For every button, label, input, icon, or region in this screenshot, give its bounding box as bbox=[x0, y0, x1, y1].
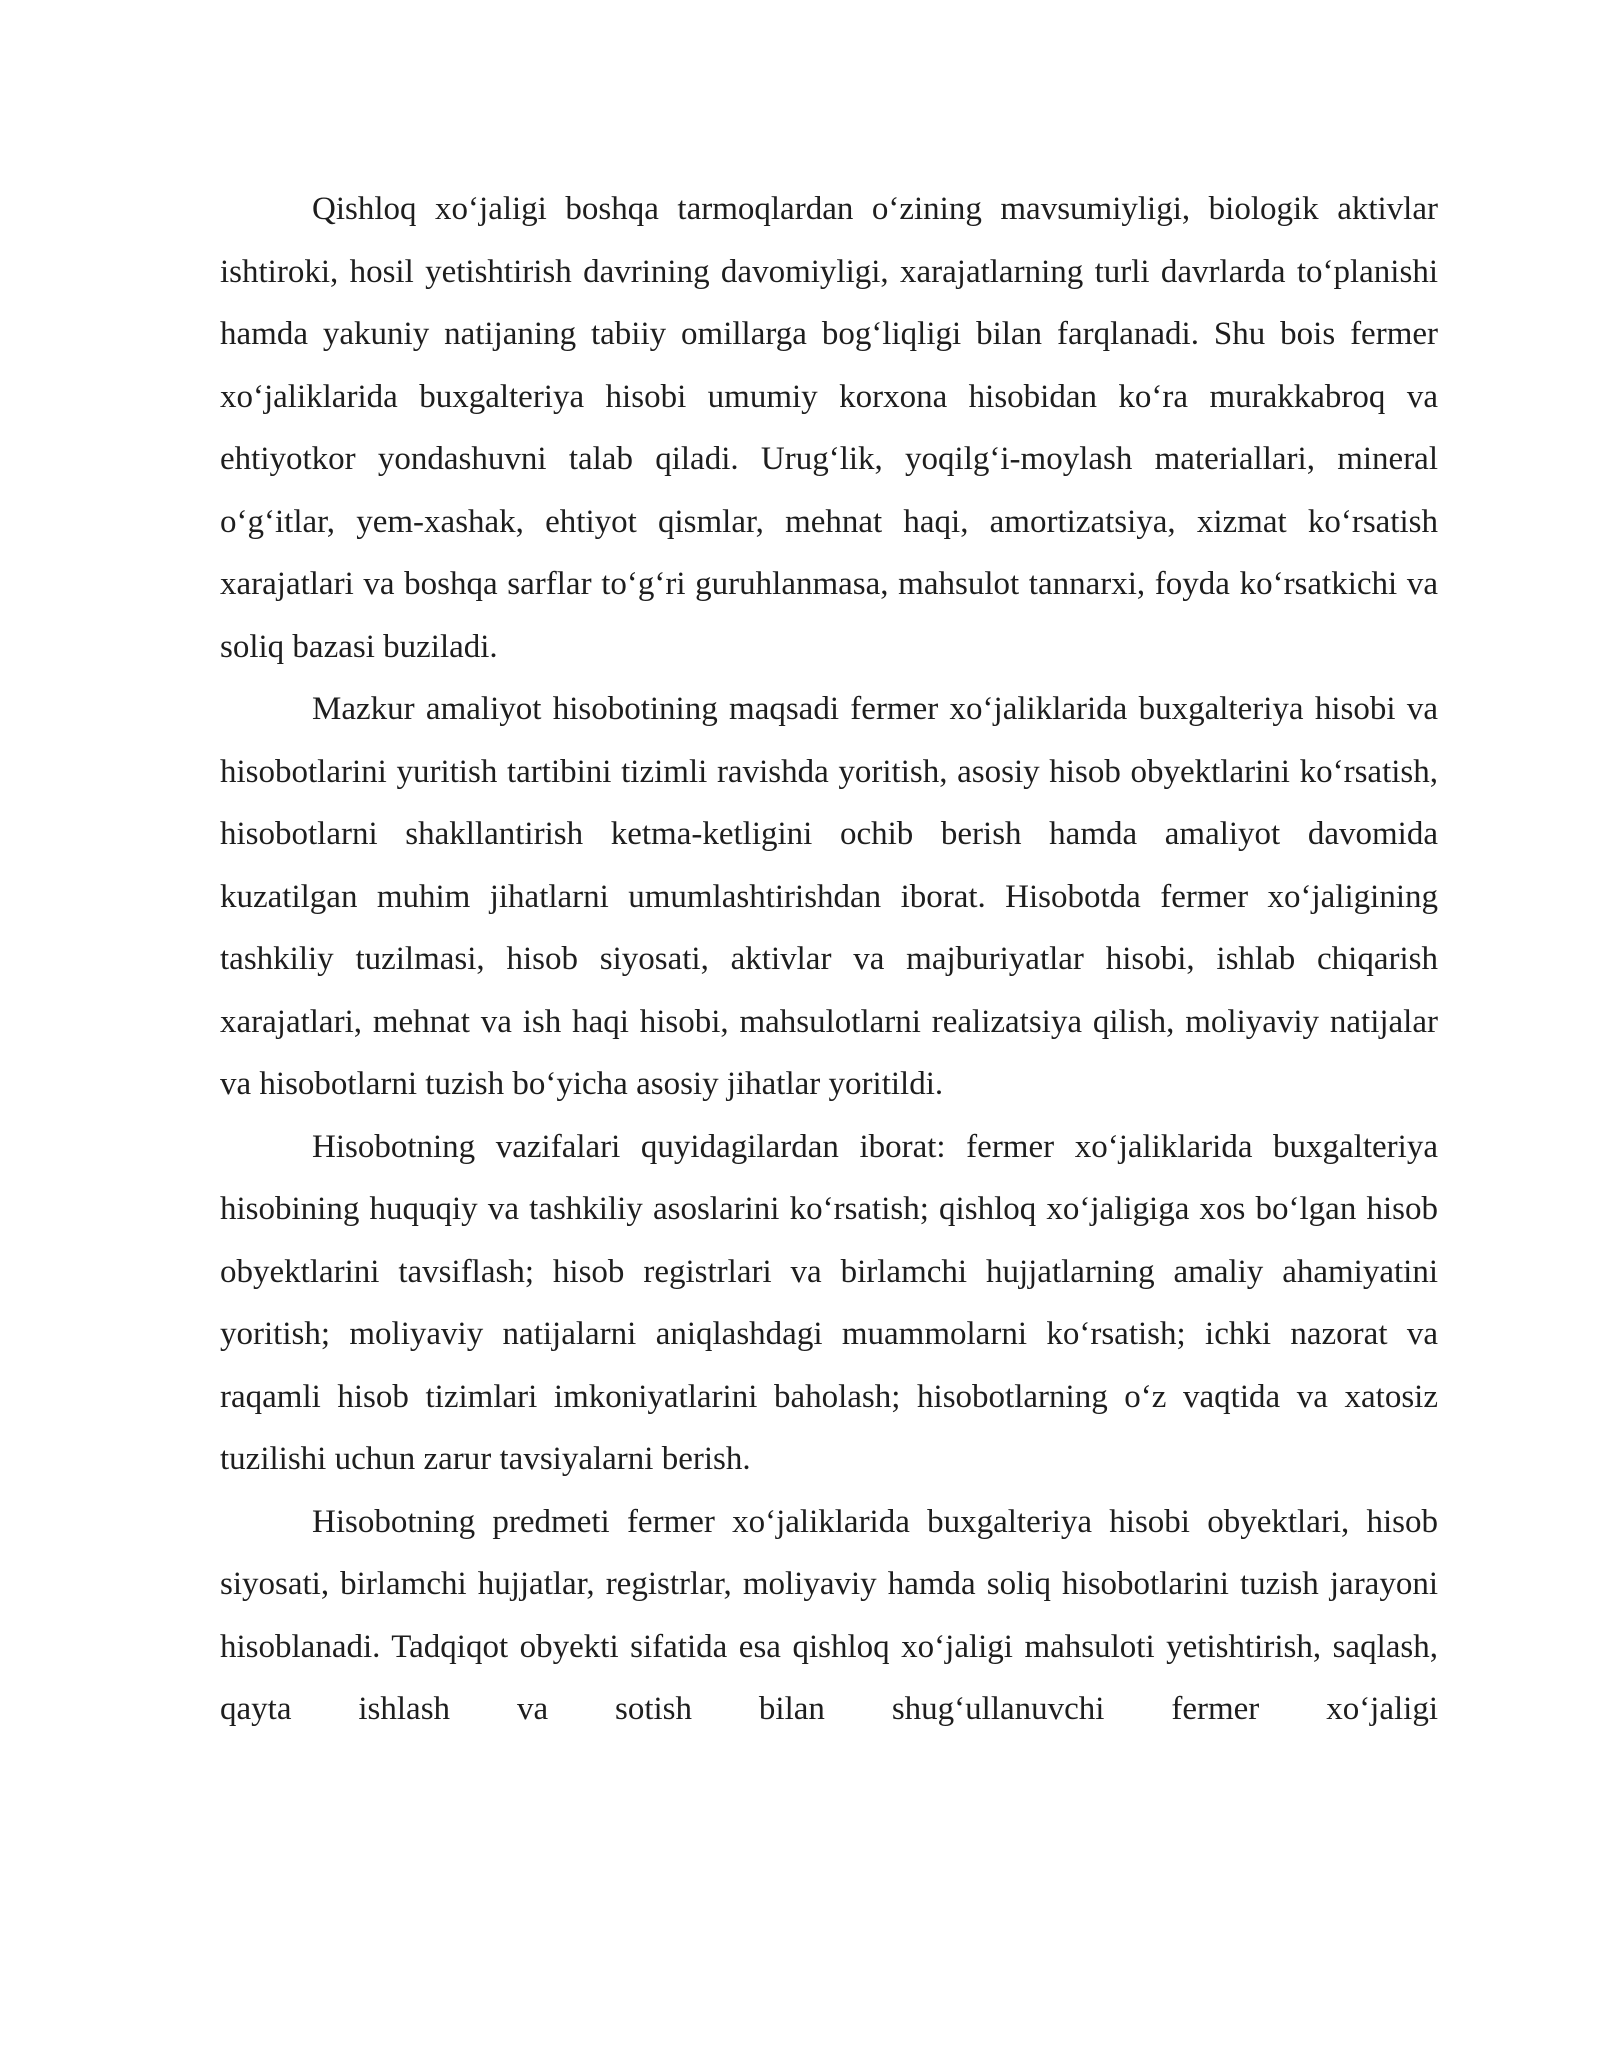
paragraph-4: Hisobotning predmeti fermer xo‘jaliklarida buxgalteriya hisobi obyektlari, hisob siyosati, birlamchi hujjatlar, registrlar, moliyaviy hamda soliq hisobotlarini tuzish jarayoni hisoblanadi. Tadqiqot obyekti sifatida esa qishloq xo‘jaligi mahsuloti yetishtirish, saqlash, qayta ishlash va sotish bilan shug‘ullanuvchi fermer xo‘jaligi bbox=[220, 1503, 1438, 1727]
paragraph-3: Hisobotning vazifalari quyidagilardan iborat: fermer xo‘jaliklarida buxgalteriya hisobining huquqiy va tashkiliy asoslarini ko‘rsatish; qishloq xo‘jaligiga xos bo‘lgan hisob obyektlarini tavsiflash; hisob registrlari va birlamchi hujjatlarning amaliy ahamiyatini yoritish; moliyaviy natijalarni aniqlashdagi muammolarni ko‘rsatish; ichki nazorat va raqamli hisob tizimlari imkoniyatlarini baholash; hisobotlarning o‘z vaqtida va xatosiz tuzilishi uchun zarur tavsiyalarni berish. bbox=[220, 1128, 1438, 1477]
paragraph-1: Qishloq xo‘jaligi boshqa tarmoqlardan o‘zining mavsumiyligi, biologik aktivlar ishtiroki, hosil yetishtirish davrining davomiyligi, xarajatlarning turli davrlarda to‘planishi hamda yakuniy natijaning tabiiy omillarga bog‘liqligi bilan farqlanadi. Shu bois fermer xo‘jaliklarida buxgalteriya hisobi umumiy korxona hisobidan ko‘ra murakkabroq va ehtiyotkor yondashuvni talab qiladi. Urug‘lik, yoqilg‘i-moylash materiallari, mineral o‘g‘itlar, yem-xashak, ehtiyot qismlar, mehnat haqi, amortizatsiya, xizmat ko‘rsatish xarajatlari va boshqa sarflar to‘g‘ri guruhlanmasa, mahsulot tannarxi, foyda ko‘rsatkichi va soliq bazasi buziladi. bbox=[220, 191, 1438, 665]
paragraph-2: Mazkur amaliyot hisobotining maqsadi fermer xo‘jaliklarida buxgalteriya hisobi va hisobotlarini yuritish tartibini tizimli ravishda yoritish, asosiy hisob obyektlarini ko‘rsatish, hisobotlarni shakllantirish ketma-ketligini ochib berish hamda amaliyot davomida kuzatilgan muhim jihatlarni umumlashtirishdan iborat. Hisobotda fermer xo‘jaligining tashkiliy tuzilmasi, hisob siyosati, aktivlar va majburiyatlar hisobi, ishlab chiqarish xarajatlari, mehnat va ish haqi hisobi, mahsulotlarni realizatsiya qilish, moliyaviy natijalar va hisobotlarni tuzish bo‘yicha asosiy jihatlar yoritildi. bbox=[220, 691, 1438, 1102]
body-text bbox=[220, 178, 1438, 1741]
